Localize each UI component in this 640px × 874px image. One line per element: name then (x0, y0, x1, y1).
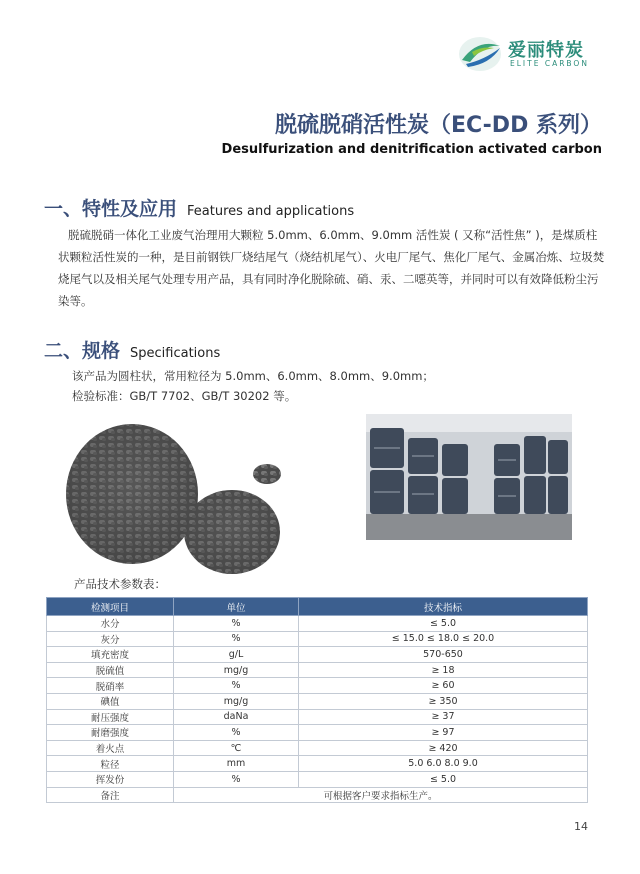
cell-item: 水分 (47, 616, 174, 632)
cell-spec: ≥ 18 (299, 662, 588, 678)
cell-item: 耐压强度 (47, 709, 174, 725)
table-row (47, 693, 588, 709)
page-title-cn: 脱硫脱硝活性炭（EC-DD 系列） (275, 113, 602, 138)
cell-unit: mm (174, 756, 299, 772)
cell-item: 填充密度 (47, 647, 174, 663)
cell-unit: ℃ (174, 740, 299, 756)
cell-spec: ≤ 5.0 (299, 771, 588, 787)
table-row (47, 756, 588, 772)
cell-spec: ≥ 60 (299, 678, 588, 694)
spec-line-standard: 检验标准：GB/T 7702、GB/T 30202 等。 (72, 389, 297, 403)
cell-spec: 5.0 6.0 8.0 9.0 (299, 756, 588, 772)
brand-logo (458, 34, 608, 74)
section-heading-en: Features and applications (187, 204, 355, 219)
cell-item: 挥发份 (47, 771, 174, 787)
page-title-en: Desulfurization and denitrification activated carbon (221, 142, 602, 157)
cell-spec: ≤ 5.0 (299, 616, 588, 632)
section-heading-cn: 二、规格 (44, 340, 121, 362)
header-spec: 技术指标 (299, 598, 588, 616)
cell-spec: ≥ 350 (299, 693, 588, 709)
cell-item: 着火点 (47, 740, 174, 756)
cell-item: 粒径 (47, 756, 174, 772)
cell-item: 碘值 (47, 693, 174, 709)
logo-cn-text: 爱丽特炭 (508, 40, 584, 61)
cell-unit: % (174, 678, 299, 694)
cell-unit: daNa (174, 709, 299, 725)
table-row (47, 771, 588, 787)
cell-spec: ≥ 420 (299, 740, 588, 756)
logo-en-text: ELITE CARBON (510, 59, 589, 68)
parameter-table (46, 597, 588, 803)
cell-item: 脱硝率 (47, 678, 174, 694)
spec-line-size: 该产品为圆柱状，常用粒径为 5.0mm、6.0mm、8.0mm、9.0mm； (72, 369, 434, 383)
logo-swoosh-icon (458, 34, 504, 74)
cell-unit: mg/g (174, 662, 299, 678)
pellets-photo (62, 414, 292, 584)
table-row (47, 725, 588, 741)
table-row-note (47, 787, 588, 803)
cell-unit: % (174, 616, 299, 632)
table-header-row (47, 598, 588, 616)
cell-note-label: 备注 (47, 787, 174, 803)
bulk-bags-photo (366, 414, 572, 540)
table-row (47, 662, 588, 678)
page-number: 14 (574, 820, 588, 833)
cell-spec: ≤ 15.0 ≤ 18.0 ≤ 20.0 (299, 631, 588, 647)
table-caption: 产品技术参数表： (74, 577, 166, 591)
cell-unit: mg/g (174, 693, 299, 709)
cell-item: 脱硫值 (47, 662, 174, 678)
header-item: 检测项目 (47, 598, 174, 616)
cell-item: 耐磨强度 (47, 725, 174, 741)
features-paragraph: 脱硫脱硝一体化工业废气治理用大颗粒 5.0mm、6.0mm、9.0mm 活性炭 ( 又称“活性焦” )，是煤质柱状颗粒活性炭的一种，是目前钢铁厂烧结尾气（烧结机尾气）、火电厂尾气、焦化厂尾气、金属冶炼、垃圾焚烧尾气以及相关尾气处理专用产品，具有同时净化脱除硫、硝、汞、二噁英等，并同时可以有效降低粉尘污染等。 (58, 228, 605, 308)
table-row (47, 709, 588, 725)
section-heading-en: Specifications (130, 346, 221, 361)
cell-spec: 570-650 (299, 647, 588, 663)
section-heading-features (44, 194, 354, 221)
section-heading-specifications (44, 336, 220, 363)
cell-spec: ≥ 37 (299, 709, 588, 725)
cell-item: 灰分 (47, 631, 174, 647)
cell-note-value: 可根据客户要求指标生产。 (174, 787, 588, 803)
cell-spec: ≥ 97 (299, 725, 588, 741)
section-heading-cn: 一、特性及应用 (44, 198, 178, 220)
table-row (47, 678, 588, 694)
table-row (47, 631, 588, 647)
cell-unit: % (174, 725, 299, 741)
cell-unit: % (174, 771, 299, 787)
header-unit: 单位 (174, 598, 299, 616)
table-row (47, 647, 588, 663)
cell-unit: % (174, 631, 299, 647)
table-row (47, 740, 588, 756)
table-row (47, 616, 588, 632)
cell-unit: g/L (174, 647, 299, 663)
